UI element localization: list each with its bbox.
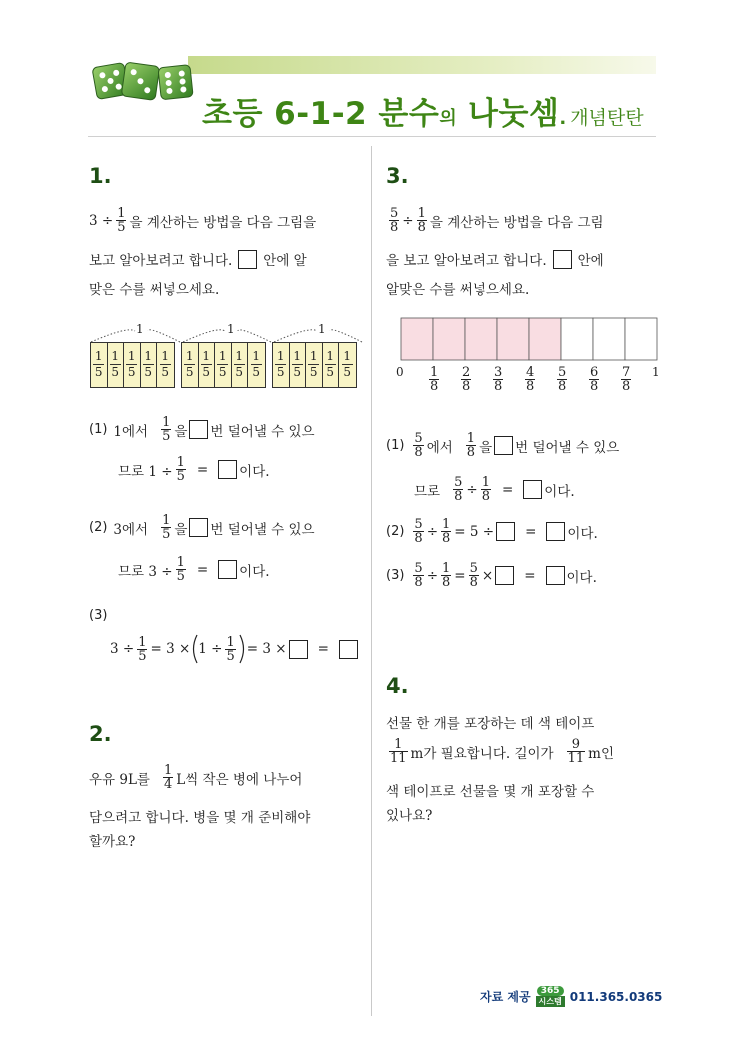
fraction: $\frac{9}{11}$	[567, 737, 585, 766]
q3-fraction-bar	[400, 317, 658, 361]
q2-line-3: 할까요?	[89, 834, 136, 850]
fraction: $\frac{5}{8}$	[414, 431, 423, 460]
q4-line-2: $\frac{1}{11}$ m가 필요합니다. 길이가 $\frac{9}{11}$ m인	[390, 737, 614, 766]
page-title: 초등 6-1-2 분수의 나눗셈. 개념탄탄	[202, 96, 644, 132]
bar-cell-filled	[465, 318, 497, 360]
answer-box[interactable]	[495, 566, 514, 585]
fraction-cell: 1 5	[141, 343, 158, 387]
bar-cell-filled	[433, 318, 465, 360]
q1-intro-line: 3 ÷ $\frac{1}{5}$ 을 계산하는 방법을 다음 그림을	[89, 206, 317, 235]
fraction: $\frac{1}{5}$	[176, 555, 185, 584]
axis-tick-label	[426, 366, 442, 393]
fraction: $\frac{1}{5}$	[176, 455, 185, 484]
answer-box[interactable]	[494, 436, 513, 455]
bar-cell-empty	[625, 318, 657, 360]
fraction-cell: 1 5	[199, 343, 216, 387]
fraction-cell: 1 5	[124, 343, 141, 387]
q1-sub2-line-1: (2) 3에서 $\frac{1}{5}$ 을 번 덜어낼 수 있으	[89, 513, 315, 542]
q1-intro-fraction: $\frac{1}{5}$	[117, 206, 126, 235]
fraction: $\frac{1}{8}$	[466, 431, 476, 460]
q1-sub3-equation: 3 ÷ $\frac{1}{5}$ = 3 × 1 ÷ $\frac{1}{5}$ = 3 × =	[110, 634, 360, 664]
q1-figure-group-2	[181, 342, 266, 388]
footer-phone: 011.365.0365	[569, 989, 663, 1004]
fraction-cell: 1 5	[343, 349, 352, 379]
q2-line-1: 우유 9L를 $\frac{1}{4}$ L씩 작은 병에 나누어	[89, 763, 303, 792]
fraction: $\frac{1}{8}$	[417, 206, 426, 235]
fraction-cell: 1 5	[306, 343, 323, 387]
answer-box[interactable]	[289, 640, 308, 659]
answer-box[interactable]	[523, 480, 542, 499]
q3-axis-end: 1	[652, 365, 660, 379]
fraction-cell: 1 5	[252, 349, 261, 379]
q1-sub2-line-2: 므로 3 ÷ $\frac{1}{5}$ = 이다.	[118, 555, 270, 584]
answer-box[interactable]	[218, 560, 237, 579]
q4-line-3: 색 테이프로 선물을 몇 개 포장할 수	[386, 784, 595, 800]
axis-tick-label	[554, 366, 570, 393]
q1-line-3: 맞은 수를 써넣으세요.	[89, 282, 220, 298]
fraction: $\frac{1}{5}$	[162, 513, 171, 542]
q1-figure-group-3	[272, 342, 357, 388]
fraction-cell: 1 5	[182, 343, 199, 387]
fraction: $\frac{5}{8}$	[454, 475, 463, 504]
open-paren-icon	[190, 634, 198, 664]
bar-cell-filled	[401, 318, 433, 360]
q3-axis-start: 0	[396, 365, 404, 379]
fraction: $\frac{7}{8}$	[622, 365, 631, 394]
answer-box[interactable]	[339, 640, 358, 659]
fraction-cell: 1 5	[232, 343, 249, 387]
fraction: $\frac{5}{8}$	[414, 517, 423, 546]
fraction: $\frac{5}{8}$	[469, 561, 478, 590]
question-4-number: 4.	[386, 674, 409, 698]
q1-figure-group-1	[90, 342, 175, 388]
q1-figure-label-2: 1	[227, 322, 235, 336]
q3-sub1-line-1: (1) $\frac{5}{8}$ 에서 $\frac{1}{8}$ 을 번 덜어낼 수 있으	[386, 431, 620, 460]
fraction: $\frac{1}{11}$	[390, 737, 407, 766]
fraction: $\frac{1}{5}$	[226, 634, 235, 664]
answer-box-marker	[553, 250, 572, 269]
bar-cell-empty	[593, 318, 625, 360]
answer-box[interactable]	[546, 566, 565, 585]
fraction: $\frac{1}{8}$	[430, 365, 439, 394]
dice-logo-icon	[88, 56, 196, 110]
fraction-cell: 1 5	[290, 343, 307, 387]
question-2-number: 2.	[89, 722, 112, 746]
q3-sub2: (2) $\frac{5}{8}$ ÷ $\frac{1}{8}$ = 5 ÷ = 이다.	[386, 517, 598, 546]
fraction-cell: 1 5	[273, 343, 290, 387]
answer-box[interactable]	[189, 518, 208, 537]
header-banner	[188, 56, 656, 74]
question-1-number: 1.	[89, 164, 112, 188]
axis-tick-label	[586, 366, 602, 393]
fraction: $\frac{4}{8}$	[526, 365, 535, 394]
q3-line-2: 을 보고 알아보려고 합니다. 안에	[386, 249, 604, 269]
q1-figure-label-3: 1	[318, 322, 326, 336]
footer-credit	[480, 986, 662, 1007]
answer-box[interactable]	[496, 522, 515, 541]
365-logo-icon: 365 시스템	[536, 986, 565, 1007]
q3-intro-line: $\frac{5}{8}$ ÷ $\frac{1}{8}$ 을 계산하는 방법을 다음 그림	[390, 206, 604, 235]
fraction-cell: 1 5	[323, 343, 340, 387]
fraction: $\frac{5}{8}$	[390, 206, 399, 235]
q1-sub1-line-1: (1) 1에서 $\frac{1}{5}$ 을 번 덜어낼 수 있으	[89, 415, 315, 444]
fraction: $\frac{1}{5}$	[162, 415, 171, 444]
fraction: $\frac{6}{8}$	[590, 365, 599, 394]
fraction: $\frac{1}{4}$	[163, 763, 173, 792]
q1-sub3-label: (3)	[89, 608, 108, 623]
footer-label: 자료 제공	[480, 990, 531, 1004]
fraction-cell: 1 5	[91, 343, 108, 387]
fraction: $\frac{5}{8}$	[558, 365, 567, 394]
fraction-cell: 1 5	[161, 349, 170, 379]
bar-cell-empty	[561, 318, 593, 360]
question-3-number: 3.	[386, 164, 409, 188]
axis-tick-label	[618, 366, 634, 393]
fraction: $\frac{1}{8}$	[442, 517, 451, 546]
q3-line-3: 알맞은 수를 써넣으세요.	[386, 282, 530, 298]
header-divider	[88, 136, 656, 137]
fraction: $\frac{5}{8}$	[414, 561, 423, 590]
q4-line-4: 있나요?	[386, 808, 433, 824]
fraction-cell: 1 5	[108, 343, 125, 387]
q3-sub3: (3) $\frac{5}{8}$ ÷ $\frac{1}{8}$ = $\frac{5}{8}$ × = 이다.	[386, 561, 597, 590]
q2-line-2: 담으려고 합니다. 병을 몇 개 준비해야	[89, 810, 311, 826]
axis-tick-label	[522, 366, 538, 393]
answer-box[interactable]	[546, 522, 565, 541]
axis-tick-label	[458, 366, 474, 393]
axis-tick-label	[490, 366, 506, 393]
fraction-cell: 1 5	[215, 343, 232, 387]
page-subtitle: 개념탄탄	[570, 107, 644, 129]
q3-sub1-line-2: 므로 $\frac{5}{8}$ ÷ $\frac{1}{8}$ = 이다.	[414, 475, 575, 504]
fraction: $\frac{1}{8}$	[442, 561, 451, 590]
answer-box[interactable]	[189, 420, 208, 439]
fraction: $\frac{1}{5}$	[138, 634, 147, 664]
answer-box[interactable]	[218, 460, 237, 479]
bar-cell-filled	[497, 318, 529, 360]
fraction: $\frac{2}{8}$	[462, 365, 471, 394]
bar-cell-filled	[529, 318, 561, 360]
column-divider	[371, 146, 372, 1016]
q1-line-2: 보고 알아보려고 합니다. 안에 알	[89, 249, 307, 269]
fraction: $\frac{3}{8}$	[494, 365, 503, 394]
fraction: $\frac{1}{8}$	[481, 475, 490, 504]
q1-figure-label-1: 1	[136, 322, 144, 336]
q1-sub1-line-2: 므로 1 ÷ $\frac{1}{5}$ = 이다.	[118, 455, 270, 484]
close-paren-icon	[239, 634, 247, 664]
q4-line-1: 선물 한 개를 포장하는 데 색 테이프	[386, 716, 595, 732]
answer-box-marker	[238, 250, 257, 269]
